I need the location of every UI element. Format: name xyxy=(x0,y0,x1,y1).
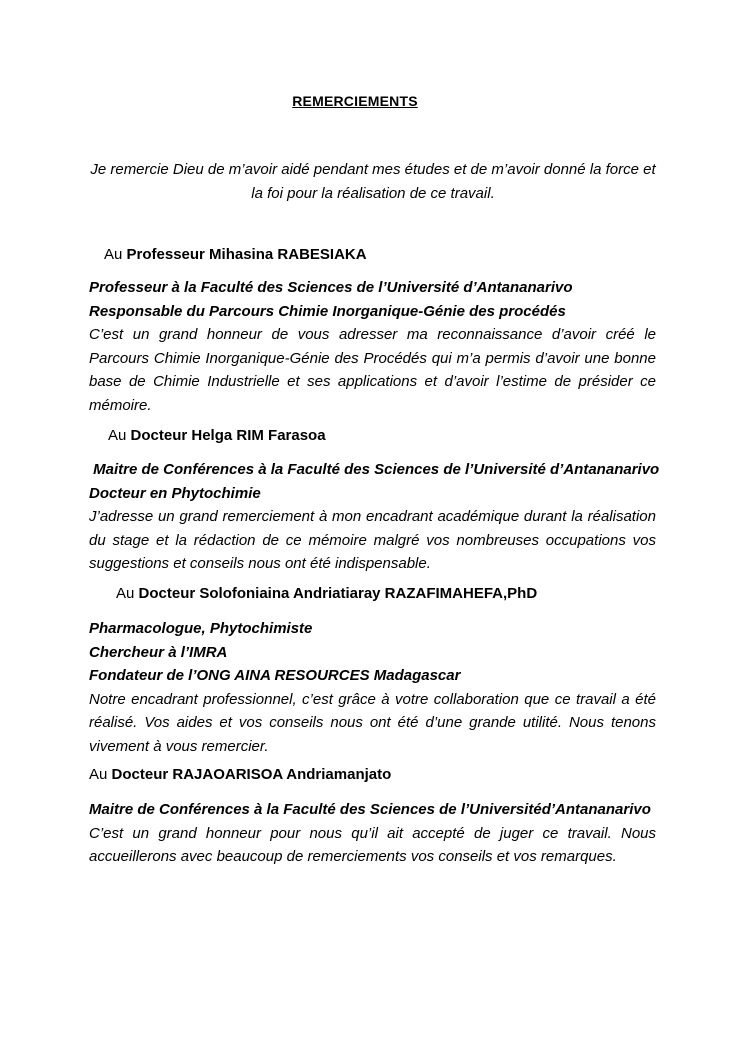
addressee-4 xyxy=(89,766,391,783)
section-2-block xyxy=(89,458,660,576)
section-text: C’est un grand honneur de vous adresser ma reconnaissance d’avoir créé le Parcours Chimie Inorganique-Génie des Procédés qui m’a permis d’avoir une bonne base de Chimie Industrielle et ses applications et d’avoir l’estime de présider ce mémoire. xyxy=(89,326,656,414)
role-line: Pharmacologue, Phytochimiste xyxy=(89,620,313,637)
section-3-block xyxy=(89,617,656,758)
addressee-name: Docteur Solofoniaina Andriatiaray RAZAFIMAHEFA,PhD xyxy=(138,585,538,602)
addressee-1 xyxy=(104,246,367,263)
addressee-prefix: Au xyxy=(116,585,139,602)
addressee-prefix: Au xyxy=(89,766,112,783)
page-title: REMERCIEMENTS xyxy=(292,93,418,109)
role-line: Fondateur de l’ONG AINA RESOURCES Madagascar xyxy=(89,667,461,684)
section-text: C’est un grand honneur pour nous qu’il ait accepté de juger ce travail. Nous accueillerons avec beaucoup de remerciements vos conseils et vos remarques. xyxy=(89,824,656,865)
section-1-block xyxy=(89,276,656,417)
addressee-name: Docteur RAJAOARISOA Andriamanjato xyxy=(111,766,392,783)
role-line: Chercheur à l’IMRA xyxy=(89,643,228,661)
role-line: Maitre de Conférences à la Faculté des Sciences de l’Université d’Antananarivo xyxy=(89,461,660,478)
role-line: Docteur en Phytochimie xyxy=(89,484,261,502)
section-text: Notre encadrant professionnel, c’est grâce à votre collaboration que ce travail a été réalisé. Vos aides et vos conseils nous ont été d’une grande utilité. Nous tenons vivement à vous remercier. xyxy=(89,690,656,755)
intro-paragraph: Je remercie Dieu de m’avoir aidé pendant mes études et de m’avoir donné la force et la foi pour la réalisation de ce travail. xyxy=(90,161,656,202)
role-line: Professeur à la Faculté des Sciences de l’Université d’Antananarivo xyxy=(89,279,573,296)
section-4-block xyxy=(89,798,656,869)
section-text: J’adresse un grand remerciement à mon encadrant académique durant la réalisation du stage et la rédaction de ce mémoire malgré vos nombreuses occupations vos suggestions et conseils nous ont été indispensable. xyxy=(89,508,656,572)
addressee-name: Docteur Helga RIM Farasoa xyxy=(130,427,326,444)
role-line: Responsable du Parcours Chimie Inorganique-Génie des procédés xyxy=(89,302,566,320)
role-line: Maitre de Conférences à la Faculté des Sciences de l’Universitéd’Antananarivo xyxy=(89,801,651,818)
addressee-prefix: Au xyxy=(108,427,131,444)
addressee-3 xyxy=(116,585,537,602)
addressee-2 xyxy=(108,427,326,444)
addressee-prefix: Au xyxy=(104,246,127,263)
addressee-name: Professeur Mihasina RABESIAKA xyxy=(126,246,367,263)
